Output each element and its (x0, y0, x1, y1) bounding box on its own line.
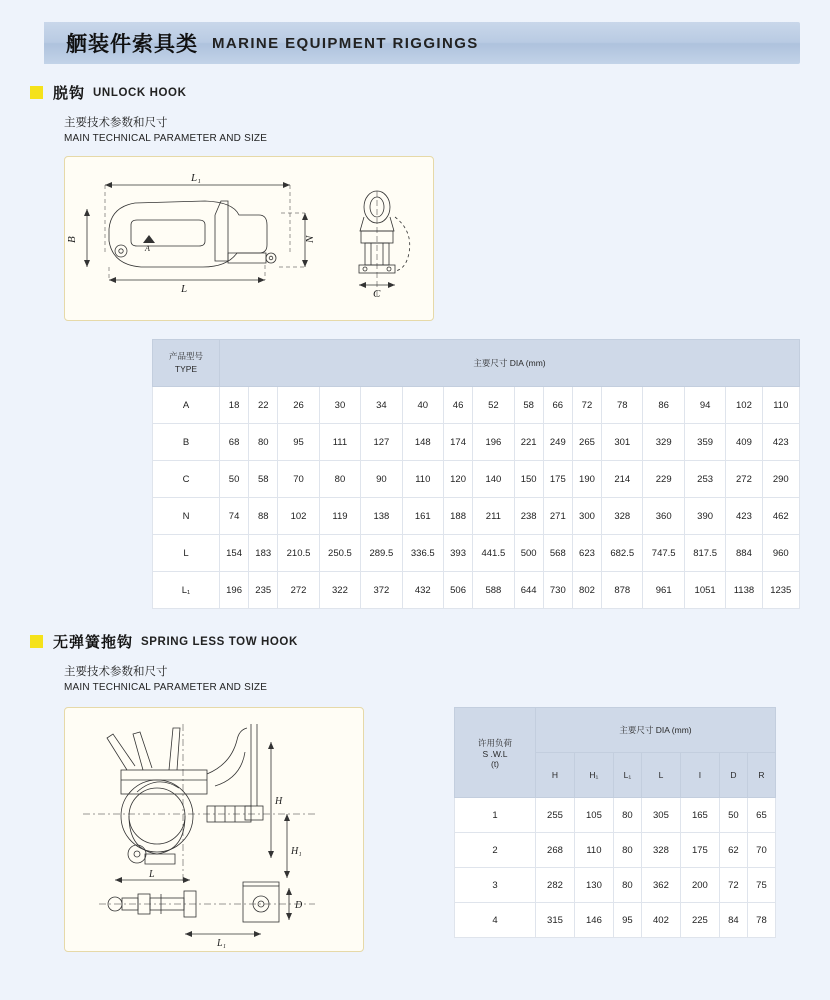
cell: 70 (747, 833, 775, 868)
cell: 86 (643, 387, 684, 424)
cell: 183 (249, 535, 278, 572)
cell: 146 (574, 903, 613, 938)
cell: 221 (514, 424, 543, 461)
unlock-hook-drawing (64, 156, 434, 321)
cell: 402 (641, 903, 680, 938)
cell: 328 (641, 833, 680, 868)
cell: 110 (402, 461, 443, 498)
header-type (153, 340, 220, 387)
section2-title-cn: 无弹簧拖钩 (53, 634, 134, 652)
header-title-en: MARINE EQUIPMENT RIGGINGS (212, 34, 479, 52)
row-label: 1 (455, 798, 536, 833)
cell: 127 (361, 424, 402, 461)
cell: 188 (444, 498, 473, 535)
header-title-cn: 舾装件索具类 (66, 33, 198, 56)
cell: 623 (572, 535, 601, 572)
cell: 211 (473, 498, 514, 535)
section1-title-cn: 脱钩 (53, 85, 86, 102)
cell: 18 (220, 387, 249, 424)
row-label: B (153, 424, 220, 461)
cell: 119 (319, 498, 360, 535)
cell: 225 (680, 903, 719, 938)
cell: 960 (762, 535, 799, 572)
cell: 214 (602, 461, 643, 498)
cell: 329 (643, 424, 684, 461)
cell: 130 (574, 868, 613, 903)
cell: 644 (514, 572, 543, 609)
cell: 265 (572, 424, 601, 461)
cell: 175 (543, 461, 572, 498)
label-l: L (181, 283, 188, 296)
cell: 682.5 (602, 535, 643, 572)
cell: 58 (249, 461, 278, 498)
cell: 84 (719, 903, 747, 938)
cell: 250.5 (319, 535, 360, 572)
cell: 393 (444, 535, 473, 572)
cell: 78 (602, 387, 643, 424)
cell: 372 (361, 572, 402, 609)
cell: 74 (220, 498, 249, 535)
table-row (153, 498, 800, 535)
cell: 110 (574, 833, 613, 868)
row-label: N (153, 498, 220, 535)
cell: 568 (543, 535, 572, 572)
cell: 72 (572, 387, 601, 424)
section1-parameter-caption (64, 115, 800, 146)
row-label: L (153, 535, 220, 572)
cell: 301 (602, 424, 643, 461)
header-swl-en: S .W.L (482, 748, 508, 759)
cell: 255 (536, 798, 575, 833)
column-header: H₁ (574, 753, 613, 798)
section2-parameter-caption (64, 664, 800, 695)
cell: 817.5 (684, 535, 725, 572)
label-d: D (295, 900, 303, 912)
cell: 315 (536, 903, 575, 938)
cell: 300 (572, 498, 601, 535)
tow-hook-table (454, 707, 776, 938)
cell: 196 (220, 572, 249, 609)
tow-hook-diagram-svg (65, 708, 363, 951)
table-row (455, 798, 776, 833)
section-title-spring-less-tow-hook (30, 631, 800, 652)
label-l1: L₁ (191, 172, 201, 185)
header-swl-cn: 许用负荷 (477, 737, 512, 748)
table-row (455, 833, 776, 868)
label-c: C (373, 288, 381, 301)
cell: 249 (543, 424, 572, 461)
cell: 120 (444, 461, 473, 498)
cell: 322 (319, 572, 360, 609)
row-label: 4 (455, 903, 536, 938)
cell: 75 (747, 868, 775, 903)
row-label: A (153, 387, 220, 424)
column-header: R (747, 753, 775, 798)
unlock-hook-table (152, 339, 800, 609)
cell: 80 (613, 868, 641, 903)
cell: 52 (473, 387, 514, 424)
table-row (153, 461, 800, 498)
cell: 66 (543, 387, 572, 424)
cell: 961 (643, 572, 684, 609)
tow-hook-table-wrap (454, 707, 776, 952)
unlock-hook-table-body (153, 340, 800, 609)
cell: 161 (402, 498, 443, 535)
cell: 878 (602, 572, 643, 609)
cell: 362 (641, 868, 680, 903)
column-header: H (536, 753, 575, 798)
cell: 80 (319, 461, 360, 498)
cell: 462 (762, 498, 799, 535)
table-row (455, 868, 776, 903)
cell: 140 (473, 461, 514, 498)
table-row (153, 572, 800, 609)
page-header (30, 22, 800, 64)
cell: 441.5 (473, 535, 514, 572)
section-title-unlock-hook (30, 82, 800, 103)
table-row (455, 903, 776, 938)
cell: 111 (319, 424, 360, 461)
cell: 272 (278, 572, 319, 609)
bullet-square-icon (30, 86, 43, 99)
cell: 154 (220, 535, 249, 572)
section2-content-row (30, 707, 800, 952)
section2-param-en: MAIN TECHNICAL PARAMETER AND SIZE (64, 681, 268, 693)
cell: 500 (514, 535, 543, 572)
cell: 70 (278, 461, 319, 498)
section1-param-cn: 主要技术参数和尺寸 (64, 117, 168, 129)
column-header: I (680, 753, 719, 798)
cell: 22 (249, 387, 278, 424)
cell: 268 (536, 833, 575, 868)
cell: 328 (602, 498, 643, 535)
cell: 432 (402, 572, 443, 609)
cell: 289.5 (361, 535, 402, 572)
cell: 102 (726, 387, 762, 424)
cell: 175 (680, 833, 719, 868)
cell: 138 (361, 498, 402, 535)
header-dimensions: 主要尺寸 DIA (mm) (536, 708, 776, 753)
cell: 1235 (762, 572, 799, 609)
cell: 95 (613, 903, 641, 938)
row-label: C (153, 461, 220, 498)
label-b: B (66, 236, 78, 244)
cell: 105 (574, 798, 613, 833)
cell: 271 (543, 498, 572, 535)
cell: 50 (719, 798, 747, 833)
cell: 290 (762, 461, 799, 498)
cell: 272 (726, 461, 762, 498)
tow-hook-drawing-wrap (64, 707, 364, 952)
cell: 802 (572, 572, 601, 609)
cell: 78 (747, 903, 775, 938)
table-header-row (153, 340, 800, 387)
column-header: L₁ (613, 753, 641, 798)
cell: 409 (726, 424, 762, 461)
cell: 80 (613, 798, 641, 833)
tow-hook-table-body (455, 708, 776, 938)
cell: 210.5 (278, 535, 319, 572)
table-header-row (455, 708, 776, 753)
cell: 40 (402, 387, 443, 424)
header-dimensions: 主要尺寸 DIA (mm) (220, 340, 800, 387)
cell: 506 (444, 572, 473, 609)
cell: 1051 (684, 572, 725, 609)
header-swl (455, 708, 536, 798)
cell: 102 (278, 498, 319, 535)
row-label: 3 (455, 868, 536, 903)
header-type-cn: 产品型号 (168, 351, 203, 362)
cell: 26 (278, 387, 319, 424)
cell: 747.5 (643, 535, 684, 572)
table-row (153, 535, 800, 572)
cell: 1138 (726, 572, 762, 609)
cell: 235 (249, 572, 278, 609)
header-type-en: TYPE (174, 364, 198, 375)
label-l1: L₁ (217, 938, 227, 950)
cell: 58 (514, 387, 543, 424)
cell: 390 (684, 498, 725, 535)
cell: 190 (572, 461, 601, 498)
cell: 282 (536, 868, 575, 903)
column-header: L (641, 753, 680, 798)
cell: 46 (444, 387, 473, 424)
cell: 884 (726, 535, 762, 572)
cell: 305 (641, 798, 680, 833)
label-h1: H₁ (291, 846, 302, 858)
cell: 72 (719, 868, 747, 903)
bullet-square-icon (30, 635, 43, 648)
section2-param-cn: 主要技术参数和尺寸 (64, 666, 168, 679)
cell: 65 (747, 798, 775, 833)
page-inner (30, 22, 800, 982)
cell: 200 (680, 868, 719, 903)
cell: 50 (220, 461, 249, 498)
section1-title-en: UNLOCK HOOK (93, 86, 187, 99)
label-h: H (275, 796, 283, 808)
cell: 80 (249, 424, 278, 461)
unlock-hook-diagram-svg (65, 157, 433, 320)
cell: 174 (444, 424, 473, 461)
column-header: D (719, 753, 747, 798)
cell: 730 (543, 572, 572, 609)
cell: 196 (473, 424, 514, 461)
cell: 62 (719, 833, 747, 868)
label-n: N (304, 235, 316, 244)
table-row (153, 387, 800, 424)
cell: 148 (402, 424, 443, 461)
cell: 336.5 (402, 535, 443, 572)
cell: 34 (361, 387, 402, 424)
row-label: 2 (455, 833, 536, 868)
cell: 423 (726, 498, 762, 535)
cell: 80 (613, 833, 641, 868)
cell: 229 (643, 461, 684, 498)
cell: 90 (361, 461, 402, 498)
table-row (153, 424, 800, 461)
section2-title-en: SPRING LESS TOW HOOK (141, 635, 298, 648)
cell: 88 (249, 498, 278, 535)
cell: 110 (762, 387, 799, 424)
section1-param-en: MAIN TECHNICAL PARAMETER AND SIZE (64, 132, 268, 144)
tow-hook-drawing (64, 707, 364, 952)
row-label: L₁ (153, 572, 220, 609)
cell: 238 (514, 498, 543, 535)
label-l: L (149, 869, 155, 881)
cell: 95 (278, 424, 319, 461)
cell: 588 (473, 572, 514, 609)
cell: 94 (684, 387, 725, 424)
cell: 253 (684, 461, 725, 498)
cell: 359 (684, 424, 725, 461)
cell: 165 (680, 798, 719, 833)
label-a: A (145, 244, 150, 254)
cell: 423 (762, 424, 799, 461)
header-swl-unit: (t) (490, 758, 500, 769)
cell: 150 (514, 461, 543, 498)
cell: 68 (220, 424, 249, 461)
cell: 30 (319, 387, 360, 424)
cell: 360 (643, 498, 684, 535)
